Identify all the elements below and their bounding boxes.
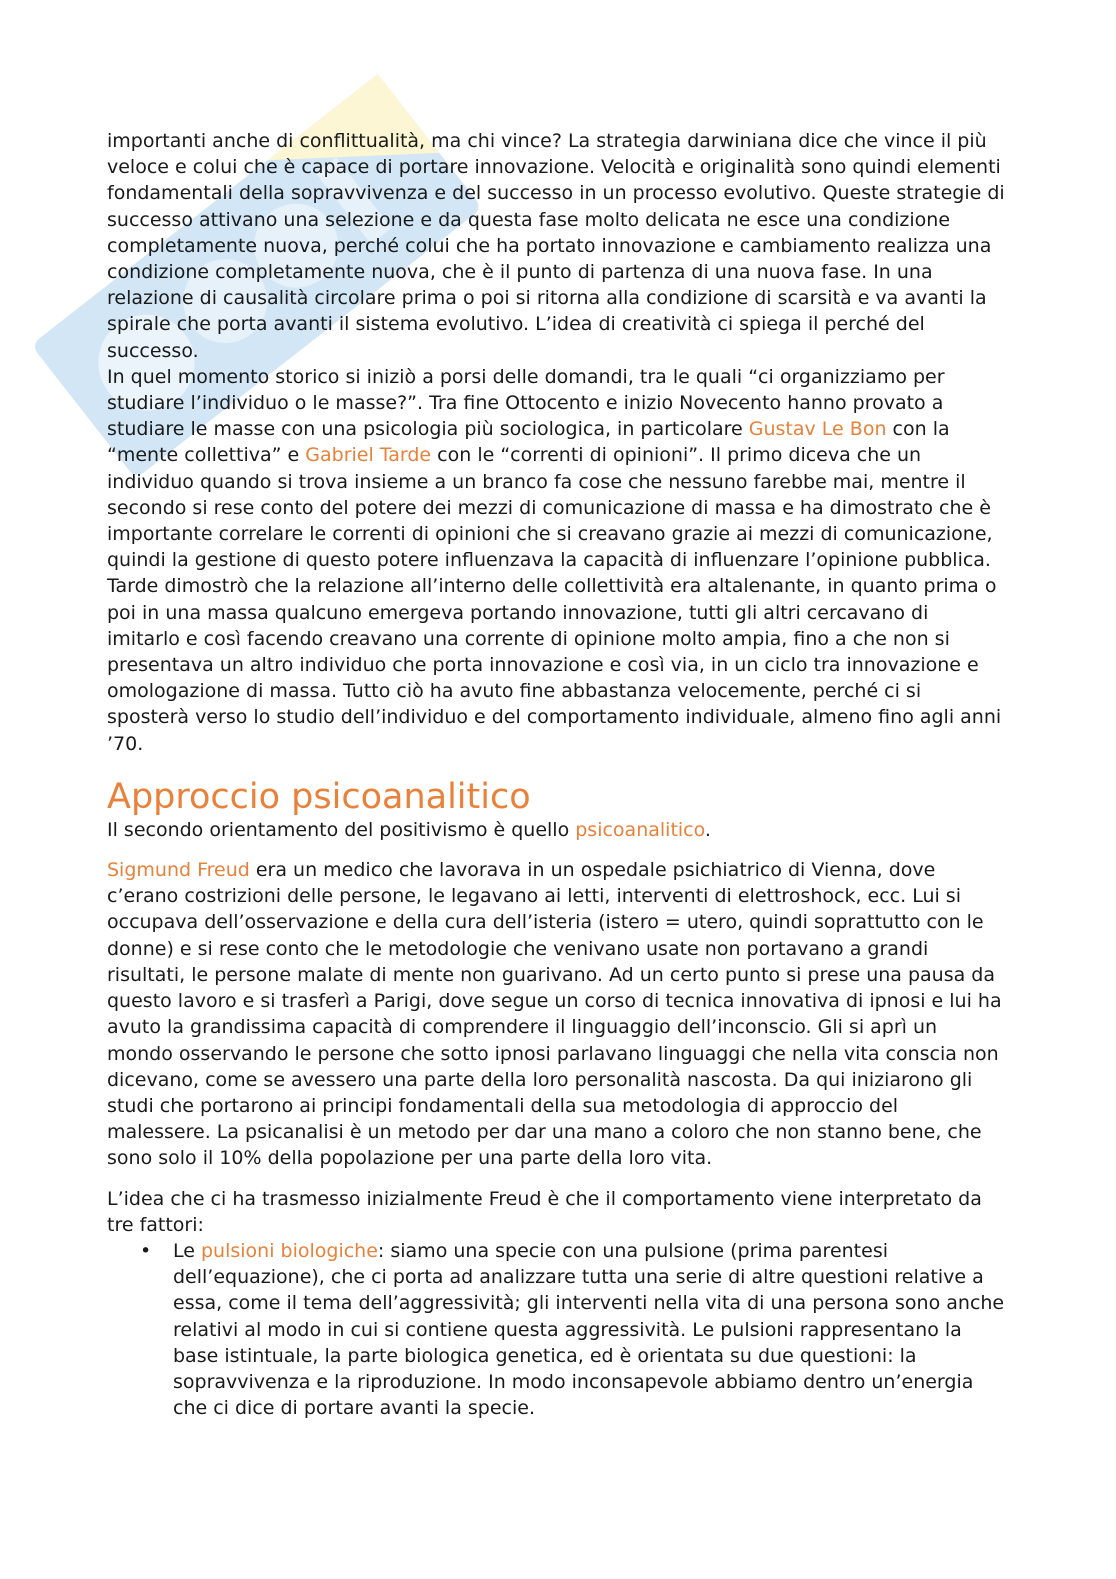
term-psicoanalitico: psicoanalitico xyxy=(575,818,705,841)
term-pulsioni-biologiche: pulsioni biologiche xyxy=(200,1239,378,1262)
paragraph-masses-part-3: con le “correnti di opinioni”. Il primo diceva che un individuo quando si trova insieme a un branco fa cose che nessuno farebbe mai, mentre il secondo si rese conto del potere dei mezzi di comunicazione di massa e ha dimostrato che è importante correlare le correnti di opinioni che si creavano grazie ai mezzi di comunicazione, quindi la gestione di questo potere influenzava la capacità di influenzare l’opinione pubblica. Tarde dimostrò che la relazione all’interno delle collettività era altalenante, in quanto prima o poi in una massa qualcuno emergeva portando innovazione, tutti gli altri cercavano di imitarlo e così facendo creavano una corrente di opinione molto ampia, fino a che non si presentava un altro individuo che porta innovazione e così via, in un ciclo tra innovazione e omologazione di massa. Tutto ciò ha avuto fine abbastanza velocemente, perché ci si sposterà verso lo studio dell’individuo e del comportamento individuale, almeno fino agli anni ’70. xyxy=(107,444,1002,755)
paragraph-darwin: importanti anche di conflittualità, ma chi vince? La strategia darwiniana dice che vince il più veloce e colui che è capace di portare innovazione. Velocità e originalità sono quindi elementi fondamentali della sopravvivenza e del successo in un processo evolutivo. Queste strategie di successo attivano una selezione e da questa fase molto delicata ne esce una condizione completamente nuova, perché colui che ha portato innovazione e cambiamento realizza una condizione completamente nuova, che è il punto di partenza di una nuova fase. In una relazione di causalità circolare prima o poi si ritorna alla condizione di scarsità e va avanti la spirale che porta avanti il sistema evolutivo. L’idea di creatività ci spiega il perché del successo. xyxy=(107,130,1005,362)
paragraph-masses xyxy=(107,364,1007,757)
list-item xyxy=(140,1238,1007,1421)
name-gustav-le-bon: Gustav Le Bon xyxy=(748,418,887,441)
intro-before: Il secondo orientamento del positivismo è quello xyxy=(107,818,576,841)
paragraph-masses-part-2: con la “mente collettiva” e xyxy=(107,418,950,467)
section-title: Approccio psicoanalitico xyxy=(107,776,531,817)
name-sigmund-freud: Sigmund Freud xyxy=(107,859,250,882)
bullet-text: : siamo una specie con una pulsione (prima parentesi dell’equazione), che ci porta ad analizzare tutta una serie di altre questioni relative a essa, come il tema dell’aggressività; gli interventi nella vita di una persona sono anche relativi al modo in cui si contiene questa aggressività. Le pulsioni rappresentano la base istintuale, la parte biologica genetica, ed è orientata su due questioni: la sopravvivenza e la riproduzione. In modo inconsapevole abbiamo dentro un’energia che ci dice di portare avanti la specie. xyxy=(173,1239,1005,1420)
name-gabriel-tarde: Gabriel Tarde xyxy=(305,444,432,467)
paragraph-freud-text: era un medico che lavorava in un ospedale psichiatrico di Vienna, dove c’erano costrizioni delle persone, le legavano ai letti, interventi di elettroshock, ecc. Lui si occupava dell’osservazione e della cura dell’isteria (istero = utero, quindi soprattutto con le donne) e si rese conto che le metodologie che venivano usate non portavano a grandi risultati, le persone malate di mente non guarivano. Ad un certo punto si prese una pausa da questo lavoro e si trasferì a Parigi, dove segue un corso di tecnica innovativa di ipnosi e lui ha avuto la grandissima capacità di comprendere il linguaggio dell’inconscio. Gli si aprì un mondo osservando le persone che sotto ipnosi parlavano linguaggi che nella vita conscia non dicevano, come se avessero una parte della loro personalità nascosta. Da qui iniziarono gli studi che portarono ai principi fondamentali della sua metodologia di approccio del malessere. La psicanalisi è un metodo per dar una mano a coloro che non stanno bene, che sono solo il 10% della popolazione per una parte della loro vita. xyxy=(107,859,1002,1170)
bullet-icon: • xyxy=(140,1239,152,1262)
paragraph-masses-part-1: In quel momento storico si iniziò a porsi delle domandi, tra le quali “ci organizziamo per studiare l’individuo o le masse?”. Tra fine Ottocento e inizio Novecento hanno provato a studiare le masse con una psicologia più sociologica, in particolare xyxy=(107,365,945,441)
paragraph-freud xyxy=(107,857,1007,1171)
paragraph-intro xyxy=(107,817,1007,843)
intro-after: . xyxy=(704,818,711,841)
factors-list xyxy=(107,1238,1007,1421)
document-page xyxy=(107,128,1007,1421)
paragraph-factors: L’idea che ci ha trasmesso inizialmente Freud è che il comportamento viene interpretato da tre fattori: xyxy=(107,1187,982,1236)
bullet-before: Le xyxy=(173,1239,201,1262)
